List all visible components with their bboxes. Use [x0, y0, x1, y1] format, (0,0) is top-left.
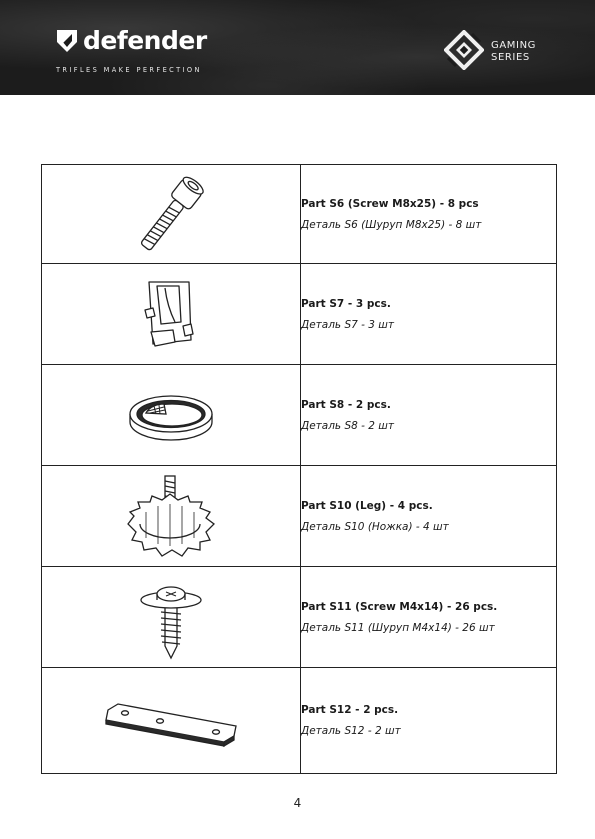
part-image-cell [42, 365, 301, 466]
plate-icon [96, 686, 246, 756]
gaming-series-text [491, 40, 536, 63]
part-image-cell [42, 165, 301, 264]
part-description-cell [301, 264, 557, 365]
part-image-cell [42, 567, 301, 668]
part-image-cell [42, 466, 301, 567]
part-label-ru: Деталь S12 - 2 шт [301, 725, 401, 737]
part-description-cell [301, 365, 557, 466]
table-row [42, 466, 557, 567]
defender-shield-icon [55, 28, 79, 54]
part-label-ru: Деталь S11 (Шуруп M4x14) - 26 шт [301, 621, 495, 634]
page-header [0, 0, 595, 95]
part-label-en: Part S8 - 2 pcs. [301, 398, 391, 411]
tagline: TRIFLES MAKE PERFECTION [56, 66, 202, 74]
part-description-cell [301, 668, 557, 774]
table-row [42, 365, 557, 466]
leg-foot-icon [116, 472, 226, 560]
part-label-en: Part S11 (Screw M4x14) - 26 pcs. [301, 600, 498, 613]
part-description-cell [301, 567, 557, 668]
part-description-cell [301, 165, 557, 264]
part-image-cell [42, 668, 301, 774]
gaming-series-logo [444, 30, 536, 74]
table-row [42, 668, 557, 774]
page-number: 4 [293, 796, 302, 810]
gaming-series-emblem-icon [444, 30, 484, 70]
part-image-cell [42, 264, 301, 365]
part-label-en: Part S12 - 2 pcs. [301, 704, 399, 716]
part-label-en: Part S6 (Screw M8x25) - 8 pcs [301, 197, 479, 210]
clip-icon [131, 274, 211, 354]
part-label-ru: Деталь S8 - 2 шт [301, 419, 395, 432]
table-row [42, 264, 557, 365]
series-line-2: SERIES [491, 51, 530, 63]
table-row [42, 567, 557, 668]
screw-m4-icon [131, 572, 211, 662]
table-row [42, 165, 557, 264]
part-label-ru: Деталь S7 - 3 шт [301, 318, 395, 331]
part-description-cell [301, 466, 557, 567]
part-label-ru: Деталь S10 (Ножка) - 4 шт [301, 520, 449, 533]
screw-m8-icon [116, 172, 226, 257]
grommet-icon [116, 380, 226, 450]
part-label-en: Part S10 (Leg) - 4 pcs. [301, 499, 433, 512]
part-label-ru: Деталь S6 (Шуруп M8x25) - 8 шт [301, 218, 482, 231]
series-line-1: GAMING [491, 40, 536, 51]
brand-name: defender [83, 26, 207, 55]
part-label-en: Part S7 - 3 pcs. [301, 297, 391, 310]
parts-table [41, 164, 557, 774]
